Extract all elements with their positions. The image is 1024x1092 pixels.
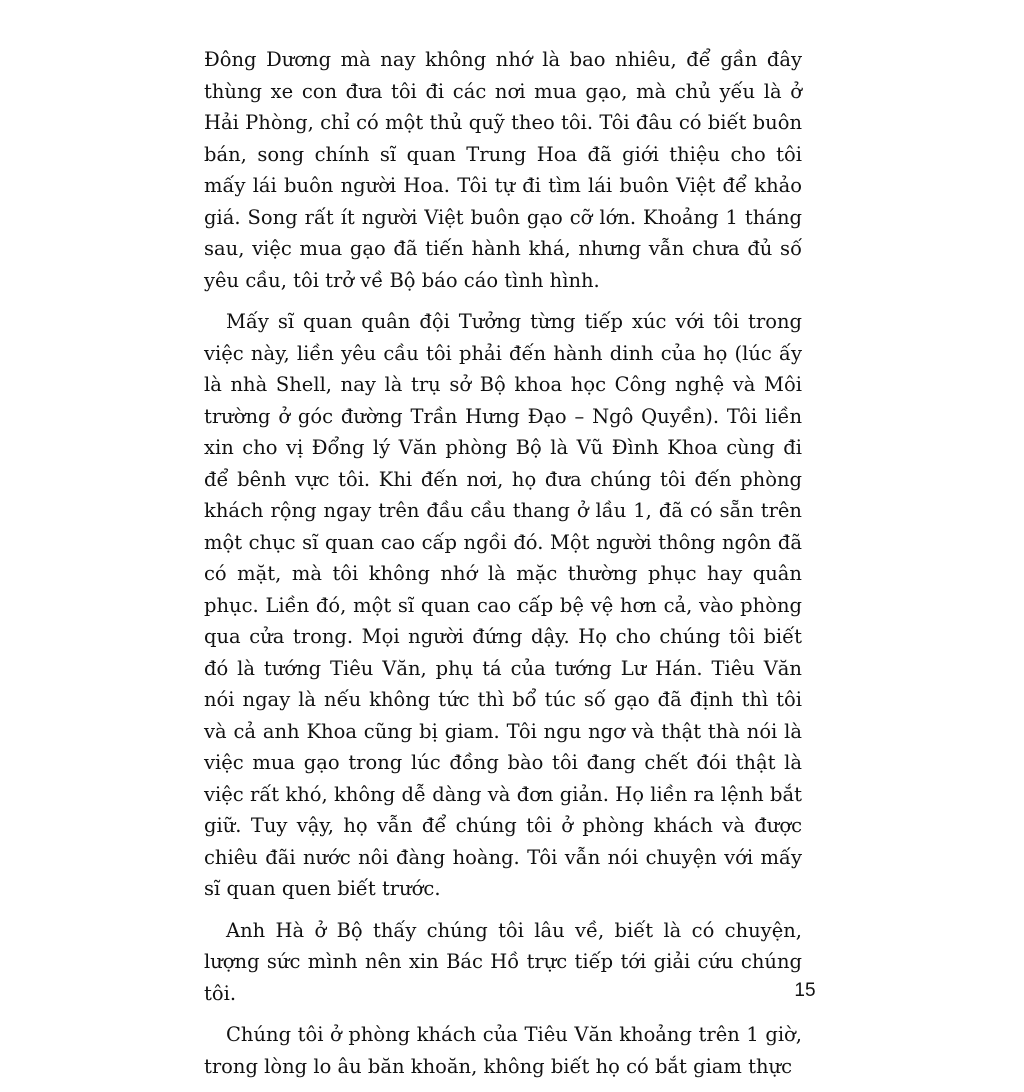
paragraph-1: Đông Dương mà nay không nhớ là bao nhiêu, để gần đây thùng xe con đưa tôi đi các nơi mua gạo, mà chủ yếu là ở Hải Phòng, chỉ có một thủ quỹ theo tôi. Tôi đâu có biết buôn bán, song chính sĩ quan Trung Hoa đã giới thiệu cho tôi mấy lái buôn người Hoa. Tôi tự đi tìm lái buôn Việt để khảo giá. Song rất ít người Việt buôn gạo cỡ lớn. Khoảng 1 tháng sau, việc mua gạo đã tiến hành khá, nhưng vẫn chưa đủ số yêu cầu, tôi trở về Bộ báo cáo tình hình.	[204, 48, 802, 292]
paragraph-4: Chúng tôi ở phòng khách của Tiêu Văn khoảng trên 1 giờ, trong lòng lo âu băn khoăn, không biết họ có bắt giam thực	[204, 1023, 802, 1078]
body-text	[204, 44, 802, 1092]
paragraph-3: Anh Hà ở Bộ thấy chúng tôi lâu về, biết là có chuyện, lượng sức mình nên xin Bác Hồ trực tiếp tới giải cứu chúng tôi.	[204, 918, 802, 1005]
paragraph-2: Mấy sĩ quan quân đội Tưởng từng tiếp xúc với tôi trong việc này, liền yêu cầu tôi phải đến hành dinh của họ (lúc ấy là nhà Shell, nay là trụ sở Bộ khoa học Công nghệ và Môi trường ở góc đường Trần Hưng Đạo – Ngô Quyền). Tôi liền xin cho vị Đổng lý Văn phòng Bộ là Vũ Đình Khoa cùng đi để bênh vực tôi. Khi đến nơi, họ đưa chúng tôi đến phòng khách rộng ngay trên đầu cầu thang ở lầu 1, đã có sẵn trên một chục sĩ quan cao cấp ngồi đó. Một người thông ngôn đã có mặt, mà tôi không nhớ là mặc thường phục hay quân phục. Liền đó, một sĩ quan cao cấp bệ vệ hơn cả, vào phòng qua cửa trong. Mọi người đứng dậy. Họ cho chúng tôi biết đó là tướng Tiêu Văn, phụ tá của tướng Lư Hán. Tiêu Văn nói ngay là nếu không tức thì bổ túc số gạo đã định thì tôi và cả anh Khoa cũng bị giam. Tôi ngu ngơ và thật thà nói là việc mua gạo trong lúc đồng bào tôi đang chết đói thật là việc rất khó, không dễ dàng và đơn giản. Họ liền ra lệnh bắt giữ. Tuy vậy, họ vẫn để chúng tôi ở phòng khách và được chiêu đãi nước nôi đàng hoàng. Tôi vẫn nói chuyện với mấy sĩ quan quen biết trước.	[204, 310, 802, 900]
page-number: 15	[794, 980, 816, 1001]
